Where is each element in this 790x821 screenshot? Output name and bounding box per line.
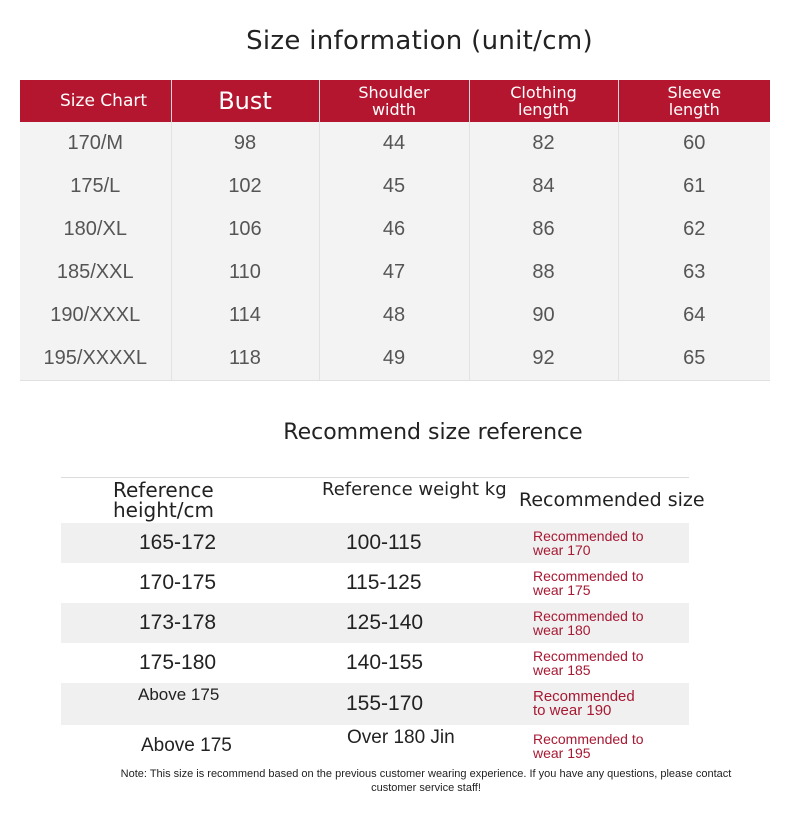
length-cell: 86 <box>469 208 618 251</box>
recommend-line2: wear 185 <box>533 662 591 678</box>
header-reference-weight: Reference weight kg <box>322 479 507 500</box>
table-row <box>61 523 689 563</box>
height-cell: 165-172 <box>61 523 290 563</box>
header-shoulder-width <box>319 80 469 122</box>
height-cell: Above 175 <box>141 735 232 756</box>
table-row <box>20 294 770 337</box>
table-row <box>61 683 689 725</box>
recommend-line1: Recommended to <box>533 608 644 624</box>
page-title: Size information (unit/cm) <box>246 26 593 56</box>
length-cell: 84 <box>469 165 618 208</box>
header-clothing-line1: Clothing <box>510 83 577 102</box>
note-line2: customer service staff! <box>371 782 481 794</box>
weight-cell: 140-155 <box>346 651 424 674</box>
header-sleeve-line1: Sleeve <box>667 83 722 102</box>
header-clothing-length <box>469 80 618 122</box>
shoulder-cell: 44 <box>319 122 469 165</box>
shoulder-cell: 45 <box>319 165 469 208</box>
size-cell: 190/XXXL <box>20 294 171 337</box>
recommended-size-cell <box>519 563 689 603</box>
weight-cell: Over 180 Jin <box>347 727 455 748</box>
sleeve-cell: 61 <box>618 165 770 208</box>
header-shoulder-line2: width <box>371 100 417 119</box>
recommend-line1: Recommended to <box>533 648 644 664</box>
weight-cell: 100-115 <box>290 523 519 563</box>
recommend-title: Recommend size reference <box>283 420 583 445</box>
table-row <box>61 725 689 767</box>
size-cell: 195/XXXXL <box>20 337 171 381</box>
recommend-line1: Recommended to <box>533 528 644 544</box>
bust-cell: 118 <box>171 337 319 381</box>
bust-cell: 106 <box>171 208 319 251</box>
header-clothing-line2: length <box>518 100 569 119</box>
sleeve-cell: 65 <box>618 337 770 381</box>
note-line1: Note: This size is recommend based on the previous customer wearing experience. If you have any questions, please contact <box>120 768 732 780</box>
recommended-size-cell <box>519 725 689 767</box>
header-sleeve-line2: length <box>668 100 720 119</box>
shoulder-cell: 47 <box>319 251 469 294</box>
header-bust: Bust <box>171 80 319 122</box>
weight-cell: 115-125 <box>346 571 422 594</box>
size-cell: 170/M <box>20 122 171 165</box>
table-row <box>20 251 770 294</box>
length-cell: 90 <box>469 294 618 337</box>
recommended-size-cell <box>519 523 689 563</box>
header-size-chart: Size Chart <box>20 80 171 122</box>
size-cell: 180/XL <box>20 208 171 251</box>
length-cell: 92 <box>469 337 618 381</box>
height-cell: 175-180 <box>139 651 217 674</box>
recommend-line1: Recommended <box>533 688 635 705</box>
recommend-header-row <box>61 477 689 523</box>
recommend-line2: to wear 190 <box>533 702 612 719</box>
table-row <box>20 208 770 251</box>
recommended-size-cell <box>519 603 689 643</box>
bust-cell: 114 <box>171 294 319 337</box>
table-row <box>20 337 770 381</box>
shoulder-cell: 46 <box>319 208 469 251</box>
weight-cell: 155-170 <box>290 683 519 725</box>
table-row <box>20 165 770 208</box>
bust-cell: 102 <box>171 165 319 208</box>
sleeve-cell: 63 <box>618 251 770 294</box>
recommend-line2: wear 195 <box>533 745 591 761</box>
header-height-line1: Reference <box>113 478 214 502</box>
sleeve-cell: 60 <box>618 122 770 165</box>
recommend-line1: Recommended to <box>533 731 644 747</box>
recommend-line2: wear 180 <box>533 622 591 638</box>
header-recommended-size: Recommended size <box>519 489 705 511</box>
sleeve-cell: 62 <box>618 208 770 251</box>
height-cell: Above 175 <box>61 683 290 725</box>
table-row <box>61 603 689 643</box>
table-row <box>20 122 770 165</box>
height-cell: 170-175 <box>139 571 217 594</box>
bust-cell: 98 <box>171 122 319 165</box>
recommend-line1: Recommended to <box>533 568 644 584</box>
bust-cell: 110 <box>171 251 319 294</box>
recommend-line2: wear 170 <box>533 542 591 558</box>
recommend-table <box>61 477 705 767</box>
header-height-line2: height/cm <box>113 498 214 522</box>
height-cell: 173-178 <box>61 603 290 643</box>
recommend-line2: wear 175 <box>533 582 591 598</box>
shoulder-cell: 49 <box>319 337 469 381</box>
length-cell: 88 <box>469 251 618 294</box>
recommended-size-cell <box>519 683 689 725</box>
table-row <box>61 643 689 683</box>
shoulder-cell: 48 <box>319 294 469 337</box>
note-text <box>62 767 790 795</box>
size-chart-header-row <box>20 80 770 122</box>
size-cell: 175/L <box>20 165 171 208</box>
recommended-size-cell <box>519 643 689 683</box>
sleeve-cell: 64 <box>618 294 770 337</box>
length-cell: 82 <box>469 122 618 165</box>
header-reference-height <box>61 477 290 523</box>
weight-cell: 125-140 <box>290 603 519 643</box>
size-chart-table <box>20 80 770 381</box>
size-cell: 185/XXL <box>20 251 171 294</box>
table-row <box>61 563 689 603</box>
header-shoulder-line1: Shoulder <box>358 83 430 102</box>
header-sleeve-length <box>618 80 770 122</box>
